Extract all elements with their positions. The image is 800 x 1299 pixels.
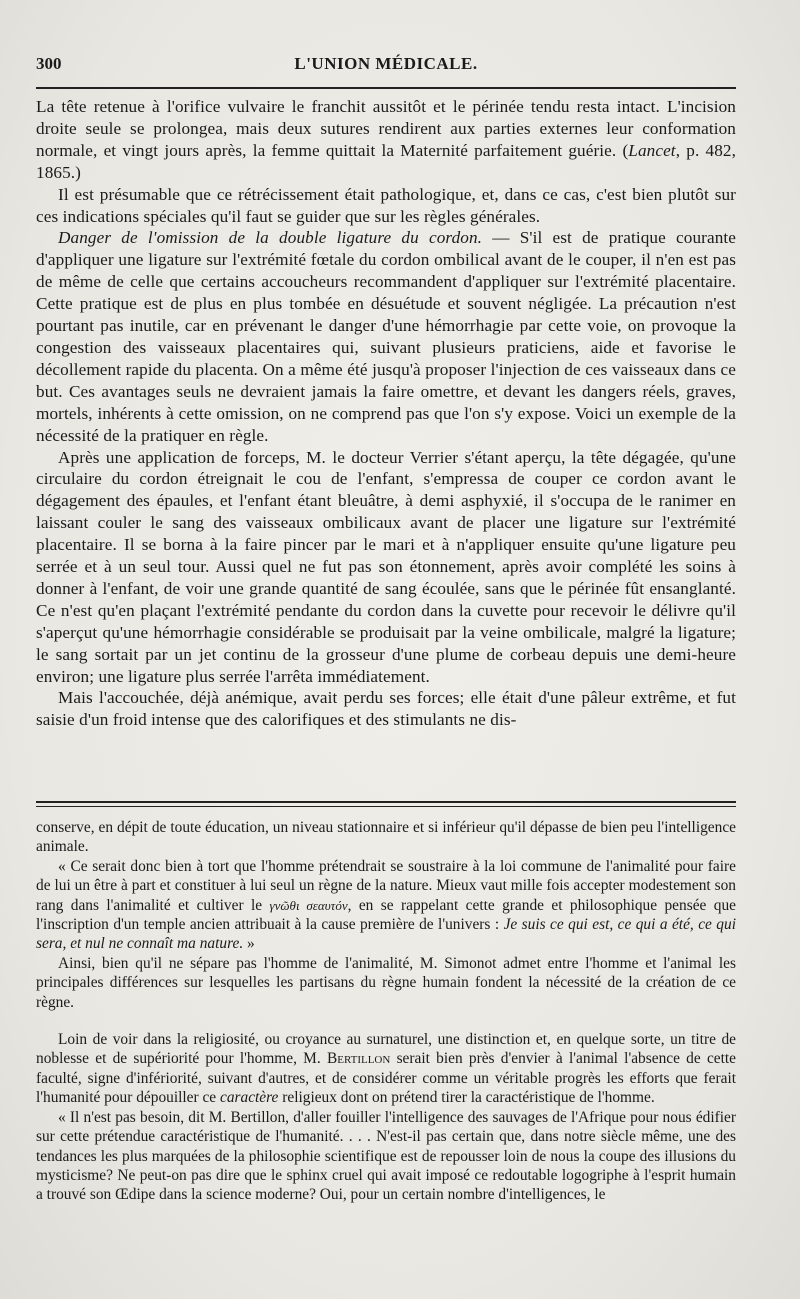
citation-lancet: Lancet	[628, 140, 676, 160]
main-text	[36, 96, 736, 731]
feuilleton-rule-thick	[36, 801, 736, 803]
journal-title: L'UNION MÉDICALE.	[294, 54, 478, 73]
paragraph-3: Danger de l'omission de la double ligature du cordon. — S'il est de pratique courante d'appliquer une ligature sur l'extrémité fœtale du cordon ombilical avant de le couper, il n'en est pas de même de celle que certains accoucheurs recommandent d'appliquer sur l'extrémité placentaire. Cette pratique est de plus en plus tombée en désuétude et souvent négligée. La précaution n'est pourtant pas inutile, car en prévenant le danger d'une hémorrhagie par cette voie, on provoque la congestion des vaisseaux placentaires qui, suivant plusieurs praticiens, aide et favorise le décollement rapide du placenta. On a même été jusqu'à proposer l'injection de ces vaisseaux dans ce but. Ces avantages seuls ne devraient jamais la faire omettre, et devant les dangers réels, graves, mortels, inhérents à cette omission, on ne comprend pas que l'on s'y expose. Voici un exemple de la nécessité de la pratiquer en règle.	[36, 228, 736, 445]
page-header	[36, 54, 736, 78]
feuilleton-rule-thin	[36, 806, 736, 807]
feuilleton-paragraph-2: « Ce serait donc bien à tort que l'homme prétendrait se soustraire à la loi commune de l'animalité pour faire de lui un être à part et constituer à lui seul un règne de la nature. Mieux vaut mille fois accepter modestement son rang dans l'animalité et cultiver le γνῶθι σεαυτόν, en se rappelant cette grande et philosophique pensée que l'inscription d'un temple ancien attribuait à la cause première de l'univers : Je suis ce qui est, ce qui a été, ce qui sera, et nul ne connaît ma nature. »	[36, 857, 736, 953]
paragraph-gap	[36, 1012, 736, 1030]
paragraph-5: Mais l'accouchée, déjà anémique, avait perdu ses forces; elle était d'une pâleur extrême, et fut saisie d'un froid intense que des calorifiques et des stimulants ne dis-	[36, 688, 736, 730]
feuilleton-paragraph-3: Ainsi, bien qu'il ne sépare pas l'homme de l'animalité, M. Simonot admet entre l'homme et l'animal les principales différences sur lesquelles les partisans du règne humain fondent la nécessité de la création de ce règne.	[36, 954, 736, 1011]
paragraph-2: Il est présumable que ce rétrécissement était pathologique, et, dans ce cas, c'est bien plutôt sur ces indications spéciales qu'il faut se guider que sur les règles générales.	[36, 184, 736, 226]
author-name: Bertillon	[326, 1050, 391, 1068]
paragraph-1: La tête retenue à l'orifice vulvaire le franchit aussitôt et le périnée tendu resta intact. L'incision droite seule se prolongea, mais deux sutures rendirent aux parties externes leur conformation normale, et vingt jours après, la femme quittait la Maternité parfaitement guérie. (Lancet, p. 482, 1865.)	[36, 97, 736, 182]
page-number: 300	[36, 54, 62, 73]
feuilleton-paragraph-4: Loin de voir dans la religiosité, ou croyance au surnaturel, une distinction et, en quelque sorte, un titre de noblesse et de supériorité pour l'homme, M. Bertillon serait bien près d'envier à l'animal l'absence de cette faculté, signe d'infériorité, suivant d'autres, et de considérer comme un véritable progrès les efforts que ferait l'humanité pour dépouiller ce caractère religieux dont on prétend tirer la caractéristique de l'homme.	[36, 1031, 736, 1107]
inscription-quote: Je suis ce qui est, ce qui a été, ce qui sera, et nul ne connaît ma nature.	[36, 916, 736, 953]
section-title: Danger de l'omission de la double ligature du cordon.	[58, 228, 483, 248]
feuilleton-paragraph-1: conserve, en dépit de toute éducation, un niveau stationnaire et si inférieur qu'il dépasse de bien peu l'intelligence animale.	[36, 819, 736, 856]
feuilleton-paragraph-5: « Il n'est pas besoin, dit M. Bertillon, d'aller fouiller l'intelligence des sauvages de l'Afrique pour nous édifier sur cette prétendue caractéristique de l'humanité. . . . N'est-il pas certain que, dans notre siècle même, une des tendances les plus marquées de la philosophie scientifique est de repousser loin de nous la coupe des illusions du mysticisme? Ne peut-on pas dire que le sphinx cruel qui avait imposé ce redoutable logogriphe à l'esprit humain a trouvé son Œdipe dans la science moderne? Oui, pour un certain nombre d'intelligences, le	[36, 1108, 736, 1204]
greek-phrase: γνῶθι σεαυτόν	[269, 897, 348, 913]
paragraph-4: Après une application de forceps, M. le docteur Verrier s'étant aperçu, la tête dégagée, qu'une circulaire du cordon étreignait le cou de l'enfant, s'empressa de couper ce cordon avant le dégagement des épaules, et l'enfant étant bleuâtre, à demi asphyxié, il s'occupa de le ranimer en laissant couler le sang des vaisseaux ombilicaux avant de placer une ligature sur l'extrémité placentaire. Il se borna à la faire pincer par le mari et à n'appliquer ensuite qu'une ligature peu serrée et à un seul tour. Aussi quel ne fut pas son étonnement, après avoir complété les soins à donner à l'enfant, de voir une grande quantité de sang écoulée, sans que le périnée fût ensanglanté. Ce n'est qu'en plaçant l'extrémité pendante du cordon dans la cuvette pour recevoir le délivre qu'il s'aperçut qu'une hémorrhagie considérable se produisait par la veine ombilicale, malgré la ligature; le sang sortait par un jet continu de la grosseur d'une plume de corbeau depuis une demi-heure environ; une ligature plus serrée l'arrêta immédiatement.	[36, 447, 736, 686]
header-rule	[36, 87, 736, 89]
feuilleton-text	[36, 818, 736, 1205]
